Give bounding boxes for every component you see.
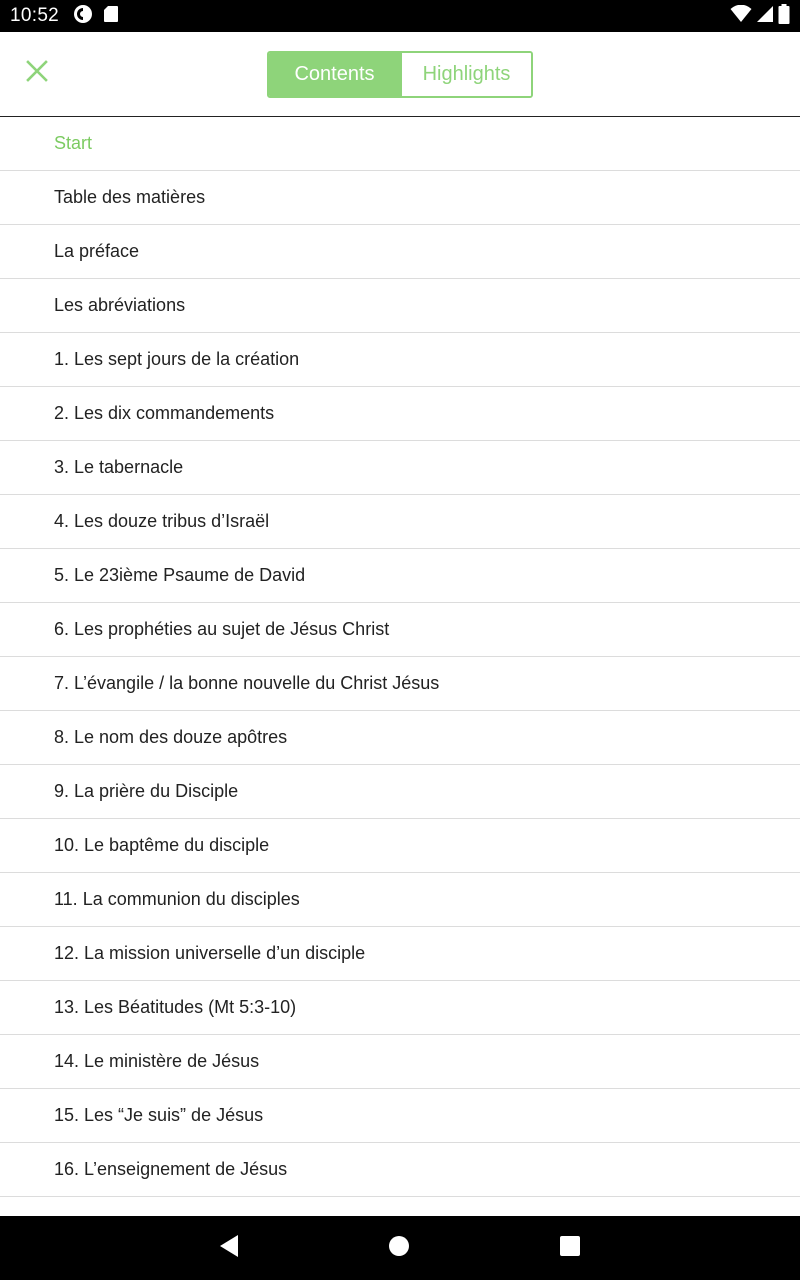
home-button[interactable] xyxy=(367,1216,431,1280)
navigation-bar xyxy=(0,1216,800,1280)
toc-item[interactable]: 14. Le ministère de Jésus xyxy=(0,1035,800,1089)
toc-item[interactable]: 5. Le 23ième Psaume de David xyxy=(0,549,800,603)
toc-item[interactable]: 3. Le tabernacle xyxy=(0,441,800,495)
recents-button[interactable] xyxy=(538,1216,602,1280)
tab-contents[interactable]: Contents xyxy=(269,53,400,96)
toc-item[interactable]: La préface xyxy=(0,225,800,279)
close-button[interactable] xyxy=(18,54,56,92)
toc-item[interactable]: 2. Les dix commandements xyxy=(0,387,800,441)
wifi-icon xyxy=(730,5,752,28)
toc-item[interactable]: 7. L’évangile / la bonne nouvelle du Christ Jésus xyxy=(0,657,800,711)
status-bar xyxy=(0,0,800,32)
toc-item[interactable]: 8. Le nom des douze apôtres xyxy=(0,711,800,765)
toc-item[interactable]: 11. La communion du disciples xyxy=(0,873,800,927)
contents-highlights-toggle xyxy=(267,51,533,98)
pocket-casts-icon xyxy=(73,4,93,29)
toc-item[interactable]: 9. La prière du Disciple xyxy=(0,765,800,819)
header-bar xyxy=(0,32,800,117)
toc-item[interactable]: 6. Les prophéties au sujet de Jésus Christ xyxy=(0,603,800,657)
back-button[interactable] xyxy=(197,1216,261,1280)
status-time: 10:52 xyxy=(10,5,60,26)
close-icon xyxy=(26,60,48,87)
cell-signal-icon xyxy=(756,5,774,28)
toc-item[interactable]: 4. Les douze tribus d’Israël xyxy=(0,495,800,549)
toc-list xyxy=(0,117,800,1216)
toc-item[interactable]: 12. La mission universelle d’un disciple xyxy=(0,927,800,981)
toc-item[interactable]: 15. Les “Je suis” de Jésus xyxy=(0,1089,800,1143)
toc-item[interactable]: 1. Les sept jours de la création xyxy=(0,333,800,387)
toc-item[interactable]: Les abréviations xyxy=(0,279,800,333)
sd-card-icon xyxy=(103,5,119,28)
toc-item[interactable]: 10. Le baptême du disciple xyxy=(0,819,800,873)
tab-highlights[interactable]: Highlights xyxy=(400,53,531,96)
toc-item-start[interactable]: Start xyxy=(0,117,800,171)
home-icon xyxy=(388,1235,410,1262)
toc-item[interactable]: 16. L’enseignement de Jésus xyxy=(0,1143,800,1197)
back-icon xyxy=(218,1234,240,1263)
battery-icon xyxy=(778,4,790,29)
recents-icon xyxy=(560,1236,580,1261)
toc-item[interactable]: 13. Les Béatitudes (Mt 5:3-10) xyxy=(0,981,800,1035)
toc-item[interactable]: Table des matières xyxy=(0,171,800,225)
